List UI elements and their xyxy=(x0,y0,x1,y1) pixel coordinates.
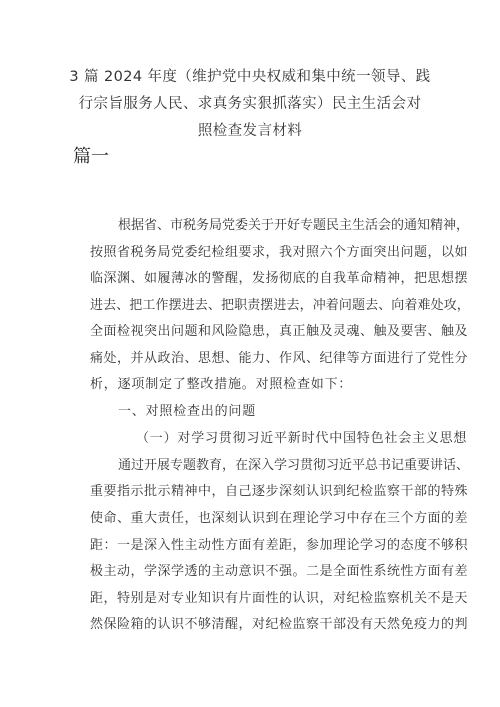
paragraph-2-line: 距：一是深入性主动性方面有差距，参加理论学习的态度不够积 xyxy=(90,538,469,553)
paragraph-1-line: 临深渊、如履薄冰的警醒，发扬彻底的自我革命精神，把思想摆 xyxy=(90,271,469,286)
section-heading: 篇一 xyxy=(73,146,109,167)
paragraph-2-line: 使命、重大责任，也深刻认识到在理论学习中存在三个方面的差 xyxy=(90,511,469,526)
paragraph-2-line: 通过开展专题教育，在深入学习贯彻习近平总书记重要讲话、 xyxy=(118,458,470,473)
sub-heading-2: （一）对学习贯彻习近平新时代中国特色社会主义思想 xyxy=(136,431,468,446)
paragraph-1-line: 析，逐项制定了整改措施。对照检查如下： xyxy=(90,377,353,392)
paragraph-2-line: 重要指示批示精神中，自己逐步深刻认识到纪检监察干部的特殊 xyxy=(90,484,469,499)
sub-heading-1: 一、对照检查出的问题 xyxy=(118,404,257,419)
paragraph-1-line: 根据省、市税务局党委关于开好专题民主生活会的通知精神， xyxy=(118,218,470,233)
paragraph-2-line: 然保险箱的认识不够清醒，对纪检监察干部没有天然免疫力的判 xyxy=(90,617,469,632)
document-title-line-2: 行宗旨服务人民、求真务实狠抓落实）民主生活会对 xyxy=(78,96,422,112)
document-title-line-1: 3 篇 2024 年度（维护党中央权威和集中统一领导、践 xyxy=(69,69,431,85)
paragraph-1-line: 痛处，并从政治、思想、能力、作风、纪律等方面进行了党性分 xyxy=(90,351,469,366)
paragraph-2-line: 距，特别是对专业知识有片面性的认识，对纪检监察机关不是天 xyxy=(90,591,469,606)
paragraph-1-line: 全面检视突出问题和风险隐患，真正触及灵魂、触及要害、触及 xyxy=(90,324,469,339)
document-title-line-3: 照检查发言材料 xyxy=(197,123,303,139)
paragraph-1-line: 按照省税务局党委纪检组要求，我对照六个方面突出问题，以如 xyxy=(90,245,469,260)
paragraph-1-line: 进去、把工作摆进去、把职责摆进去，冲着问题去、向着难处攻， xyxy=(90,298,470,313)
paragraph-2-line: 极主动，学深学透的主动意识不强。二是全面性系统性方面有差 xyxy=(90,564,469,579)
